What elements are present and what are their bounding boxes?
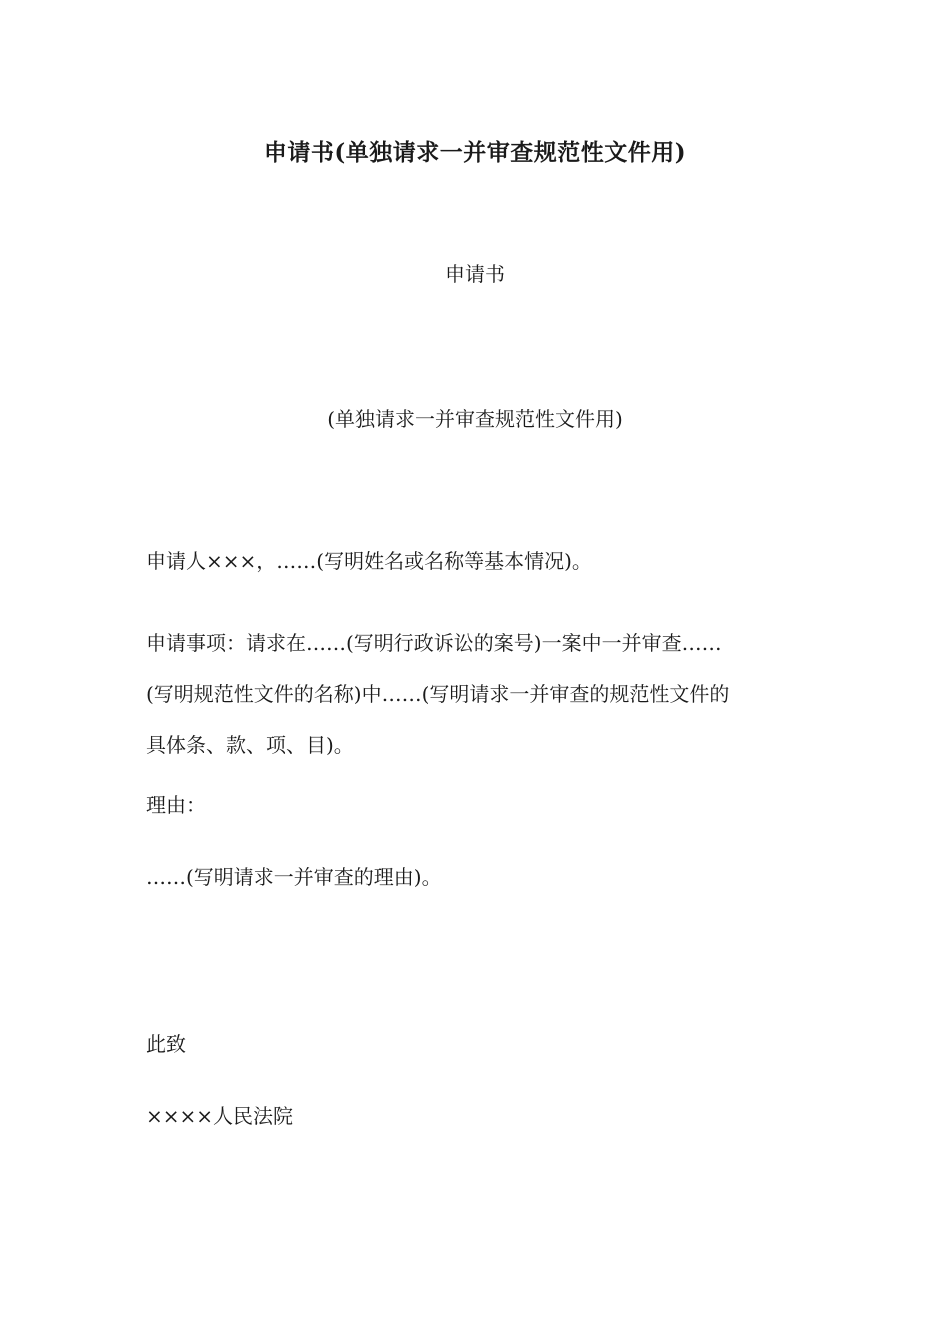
request-matter-paragraph	[146, 618, 808, 771]
document-heading: 申请书	[445, 262, 505, 286]
salutation: 此致	[146, 1032, 186, 1056]
applicant-paragraph: 申请人×××，……(写明姓名或名称等基本情况)。	[146, 549, 592, 573]
request-matter-line: (写明规范性文件的名称)中……(写明请求一并审查的规范性文件的	[146, 682, 730, 706]
reason-paragraph: ……(写明请求一并审查的理由)。	[146, 865, 442, 889]
document-subheading: (单独请求一并审查规范性文件用)	[327, 407, 623, 431]
request-matter-line: 具体条、款、项、目)。	[146, 733, 354, 757]
document-title: 申请书(单独请求一并审查规范性文件用)	[263, 139, 687, 166]
court-name: ××××人民法院	[146, 1104, 294, 1128]
reason-label: 理由：	[146, 793, 206, 817]
request-matter-line: 申请事项：请求在……(写明行政诉讼的案号)一案中一并审查……	[146, 631, 722, 655]
